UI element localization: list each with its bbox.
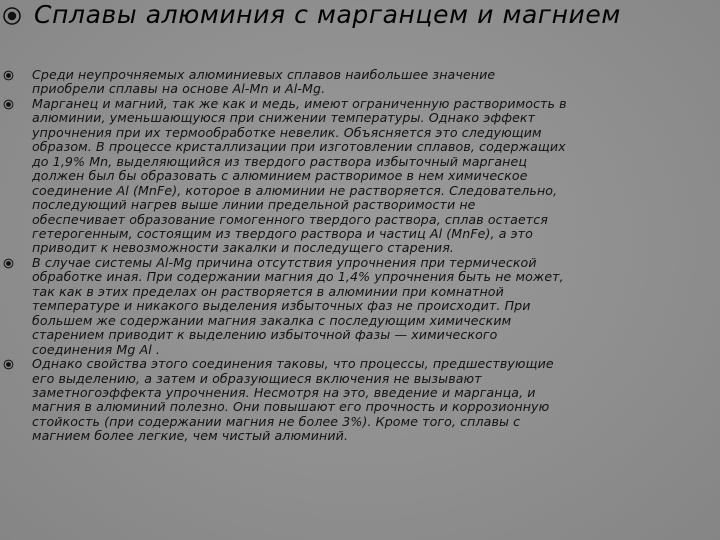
slide-title: Сплавы алюминия с марганцем и магнием xyxy=(34,0,621,29)
paragraph-line: его выделению, а затем и образующиеся включения не вызывают xyxy=(32,370,482,386)
paragraph-item xyxy=(0,256,712,357)
paragraph-line: температуре и никакого выделения избыточных фаз не происходит. При xyxy=(32,298,531,314)
paragraph-item xyxy=(0,68,712,97)
paragraph-line: магния в алюминий полезно. Они повышают его прочность и коррозионную xyxy=(32,399,550,415)
paragraph-line: должен был бы образовать с алюминием растворимое в нем химическое xyxy=(32,168,528,184)
paragraph-line: обработке иная. При содержании магния до 1,4% упрочнения быть не может, xyxy=(32,269,564,285)
paragraph-line: образом. В процессе кристаллизации при изготовлении сплавов, содержащих xyxy=(32,139,566,155)
paragraph-line: гетерогенным, состоящим из твердого раствора и частиц Al (MnFe), а это xyxy=(32,225,533,241)
paragraph-line: приводит к невозможности закалки и последущего старения. xyxy=(32,240,454,256)
circle-dot-bullet-icon xyxy=(3,99,14,110)
paragraph-item xyxy=(0,357,712,444)
paragraph-line: Среди неупрочняемых алюминиевых сплавов наибольшее значение xyxy=(32,67,496,82)
paragraph-line: соединения Mg Al . xyxy=(32,341,161,357)
paragraph-line: алюминии, уменьшающуюся при снижении температуры. Однако эффект xyxy=(32,110,536,126)
paragraph-line: соединение Al (MnFe), которое в алюминии не растворяется. Следовательно, xyxy=(32,182,558,198)
paragraph-item xyxy=(0,97,712,256)
paragraph-line: большем же содержании магния закалка с последующим химическим xyxy=(32,312,512,328)
paragraph-line: заметногоэффекта упрочнения. Несмотря на это, введение и марганца, и xyxy=(32,384,536,400)
paragraph-line: приобрели сплавы на основе Al-Mn и Al-Mg. xyxy=(32,81,326,97)
paragraph-line: упрочнения при их термообработке невелик. Объясняется это следующим xyxy=(32,124,542,140)
paragraph-line: старением приводит к выделению избыточной фазы — химического xyxy=(32,327,498,343)
paragraph-line: стойкость (при содержании магния не более 3%). Кроме того, сплавы с xyxy=(32,413,521,429)
paragraph-line: последующий нагрев выше линии предельной растворимости не xyxy=(32,197,476,213)
paragraph-line: так как в этих пределах он растворяется в алюминии при комнатной xyxy=(32,283,504,299)
circle-dot-bullet-icon xyxy=(3,359,14,370)
paragraph-list xyxy=(0,68,712,444)
circle-dot-bullet-icon xyxy=(3,70,14,81)
circle-dot-bullet-icon xyxy=(3,258,14,269)
paragraph-line: Марганец и магний, так же как и медь, имеют ограниченную растворимость в xyxy=(32,95,567,111)
paragraph-line: магнием более легкие, чем чистый алюминий. xyxy=(32,428,349,444)
circle-dot-bullet-icon xyxy=(2,6,22,26)
paragraph-line: В случае системы Al-Mg причина отсутствия упрочнения при термической xyxy=(32,254,537,270)
paragraph-line: обеспечивает образование гомогенного твердого раствора, сплав остается xyxy=(32,211,548,227)
paragraph-line: Однако свойства этого соединения таковы, что процессы, предшествующие xyxy=(32,356,554,372)
paragraph-line: до 1,9% Mn, выделяющийся из твердого раствора избыточный марганец xyxy=(32,153,528,169)
